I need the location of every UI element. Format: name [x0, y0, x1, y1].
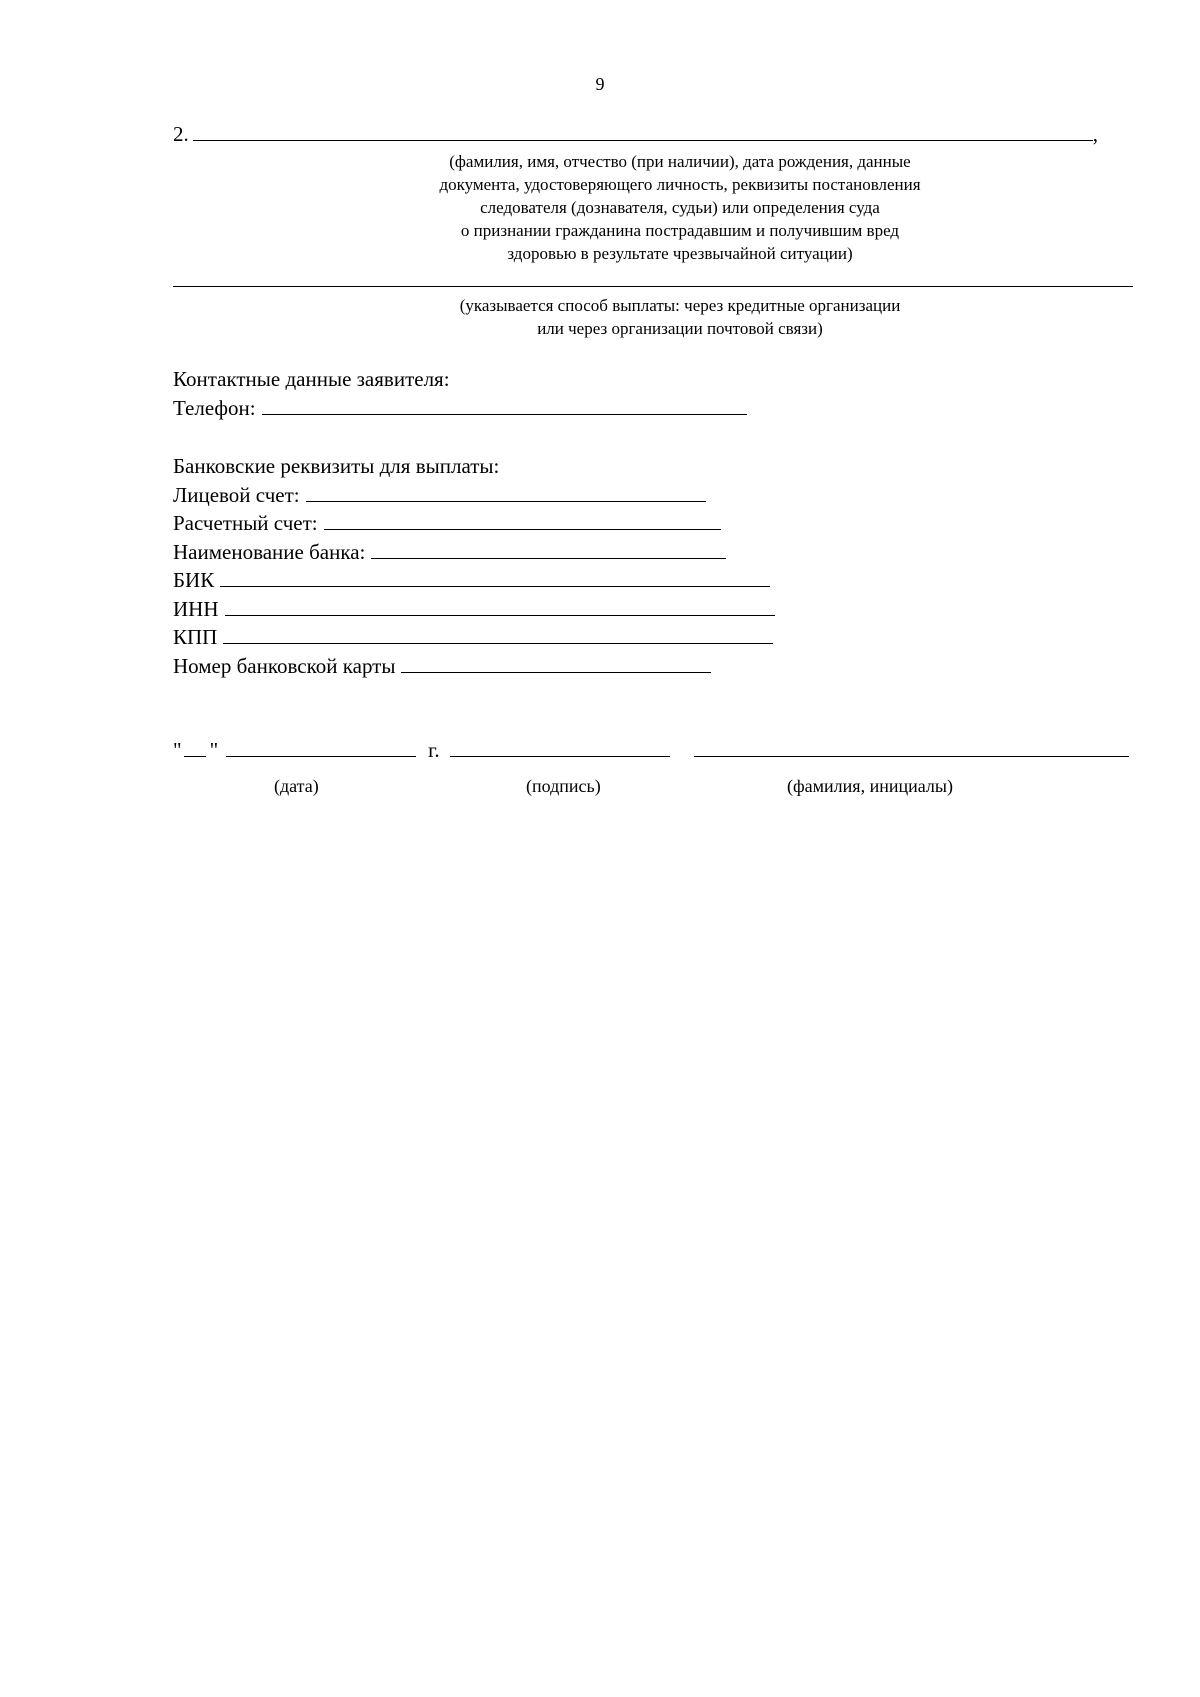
bik-blank-line[interactable] — [220, 568, 770, 587]
caption-line: следователя (дознавателя, судьи) или определения суда — [480, 198, 880, 217]
card-number-label: Номер банковской карты — [173, 653, 396, 678]
personal-account-label: Лицевой счет: — [173, 482, 300, 507]
signature-blank-line[interactable] — [450, 738, 670, 757]
payment-method-caption — [300, 294, 1060, 340]
date-caption: (дата) — [274, 776, 319, 796]
date-close-quote: " — [209, 738, 219, 762]
year-suffix: г. — [428, 738, 440, 762]
name-initials-blank-line[interactable] — [694, 738, 1129, 757]
day-blank-line[interactable] — [184, 738, 206, 757]
bank-name-field — [173, 538, 775, 567]
contacts-section — [173, 365, 747, 422]
contacts-heading: Контактные данные заявителя: — [173, 367, 450, 391]
card-number-field — [173, 652, 775, 681]
caption-line: документа, удостоверяющего личность, реквизиты постановления — [439, 175, 921, 194]
bank-name-label: Наименование банка: — [173, 539, 366, 564]
trailing-comma: , — [1092, 122, 1098, 146]
month-year-blank-line[interactable] — [226, 738, 416, 757]
phone-field — [173, 394, 747, 423]
inn-label: ИНН — [173, 596, 219, 621]
person-data-caption — [300, 150, 1060, 265]
bank-name-blank-line[interactable] — [371, 540, 726, 559]
caption-line: о признании гражданина пострадавшим и получившим вред — [460, 221, 900, 240]
caption-line: здоровью в результате чрезвычайной ситуации) — [507, 244, 853, 263]
kpp-label: КПП — [173, 625, 218, 649]
kpp-field — [173, 623, 775, 652]
signature-row — [173, 738, 1129, 763]
caption-line: (фамилия, имя, отчество (при наличии), дата рождения, данные — [449, 152, 911, 171]
settlement-account-blank-line[interactable] — [324, 511, 721, 530]
bank-details-section — [173, 452, 775, 680]
person-data-blank-line[interactable] — [193, 122, 1093, 141]
phone-label: Телефон: — [173, 395, 256, 420]
bik-field — [173, 566, 775, 595]
payment-method-blank-line[interactable] — [173, 286, 1133, 287]
bank-heading: Банковские реквизиты для выплаты: — [173, 454, 500, 478]
page-number: 9 — [595, 74, 605, 94]
caption-line: (указывается способ выплаты: через кредитные организации — [459, 296, 901, 315]
caption-line: или через организации почтовой связи) — [537, 319, 823, 338]
settlement-account-field — [173, 509, 775, 538]
phone-blank-line[interactable] — [262, 396, 747, 415]
kpp-blank-line[interactable] — [223, 625, 773, 644]
bik-label: БИК — [173, 568, 215, 592]
signature-caption: (подпись) — [526, 776, 601, 796]
inn-blank-line[interactable] — [225, 597, 775, 616]
date-open-quote: " — [173, 738, 182, 762]
applicant-person-field — [173, 122, 1173, 147]
settlement-account-label: Расчетный счет: — [173, 511, 318, 535]
name-caption: (фамилия, инициалы) — [787, 776, 953, 796]
inn-field — [173, 595, 775, 624]
personal-account-field — [173, 481, 775, 510]
card-number-blank-line[interactable] — [401, 654, 711, 673]
item-number: 2. — [173, 122, 189, 146]
personal-account-blank-line[interactable] — [306, 483, 706, 502]
